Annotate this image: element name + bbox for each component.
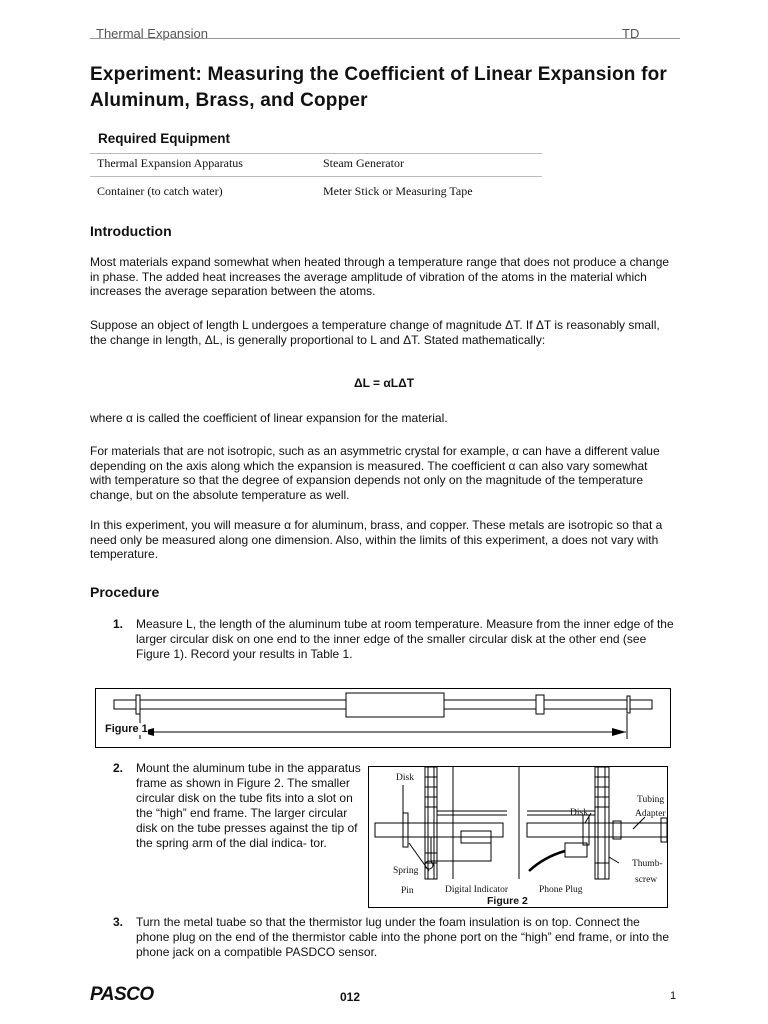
step-number: 1. <box>113 617 124 631</box>
equipment-heading: Required Equipment <box>98 131 231 146</box>
running-header-right: TD <box>622 26 640 41</box>
figure-2-label: Pin <box>401 886 414 896</box>
equipment-item: Meter Stick or Measuring Tape <box>323 184 473 198</box>
intro-paragraph: Suppose an object of length L undergoes a temperature change of magnitude ΔT. If ΔT is reasonably small, the change in length, ΔL, is generally proportional to L and ΔT. Stated mathematically: <box>90 318 660 347</box>
pasco-logo: PASCO <box>90 984 154 1005</box>
running-header-left: Thermal Expansion <box>96 26 208 41</box>
equipment-rule <box>90 176 542 177</box>
equipment-item: Thermal Expansion Apparatus <box>97 156 243 170</box>
equipment-rule <box>90 153 542 154</box>
intro-paragraph: Most materials expand somewhat when heated through a temperature range that does not produce a change in phase. The added heat increases the average amplitude of vibration of the atoms in the material which increases the average separation between the atoms. <box>90 255 670 298</box>
figure-2-label: Phone Plug <box>539 885 583 895</box>
introduction-heading: Introduction <box>90 223 172 239</box>
page-number: 1 <box>670 990 677 1002</box>
header-rule <box>90 38 680 39</box>
figure-2 <box>368 766 668 908</box>
figure-1-diagram <box>96 689 670 747</box>
intro-paragraph: For materials that are not isotropic, such as an asymmetric crystal for example, α can have a different value depending on the axis along which the expansion is measured. The coefficient α can also vary somewhat with temperature so that the degree of expansion depends not only on the magnitude of the temperature change, but on the absolute temperature as well. <box>90 444 660 502</box>
step-text: Turn the metal tuabe so that the thermistor lug under the foam insulation is on top. Connect the phone plug on the end of the thermistor cable into the phone port on the “high” end frame, or into the phone jack on a compatible PASDCO sensor. <box>136 915 670 959</box>
equipment-item: Steam Generator <box>323 156 404 170</box>
intro-paragraph: where α is called the coefficient of linear expansion for the material. <box>90 411 448 425</box>
figure-2-label: Adapter <box>635 809 666 819</box>
figure-2-label: screw <box>635 875 658 885</box>
intro-paragraph: In this experiment, you will measure α for aluminum, brass, and copper. These metals are isotropic so that a need only be measured along one dimension. Also, within the limits of this experiment, a does not vary with temperature. <box>90 518 663 561</box>
figure-2-label: Disk <box>396 773 414 783</box>
figure-2-label: Disk <box>570 808 588 818</box>
figure-2-caption: Figure 2 <box>487 895 528 907</box>
equipment-item: Container (to catch water) <box>97 184 223 198</box>
figure-2-label: Digital Indicator <box>445 885 509 895</box>
figure-2-label: Thumb- <box>632 859 663 869</box>
page-title: Experiment: Measuring the Coefficient of Linear Expansion for Aluminum, Brass, and Copper <box>90 64 668 111</box>
figure-1-caption: Figure 1 <box>105 723 148 735</box>
step-number: 2. <box>113 761 124 775</box>
figure-2-label: Tubing <box>637 795 665 805</box>
figure-1 <box>95 688 671 748</box>
page-code: 012 <box>340 990 361 1004</box>
step-text: Measure L, the length of the aluminum tube at room temperature. Measure from the inner edge of the larger circular disk on one end to the inner edge of the smaller circular disk at the other end (see Figure 1). Record your results in Table 1. <box>136 617 674 661</box>
step-number: 3. <box>113 915 124 929</box>
procedure-heading: Procedure <box>90 584 160 600</box>
expansion-equation: ΔL = αLΔT <box>353 376 415 390</box>
step-text: Mount the aluminum tube in the apparatus frame as shown in Figure 2. The smaller circular disk on the tube fits into a slot on the “high” end frame. The larger circular disk on the tube presses against the tip of the spring arm of the dial indica- tor. <box>136 761 361 850</box>
figure-2-label: Spring <box>393 866 419 876</box>
